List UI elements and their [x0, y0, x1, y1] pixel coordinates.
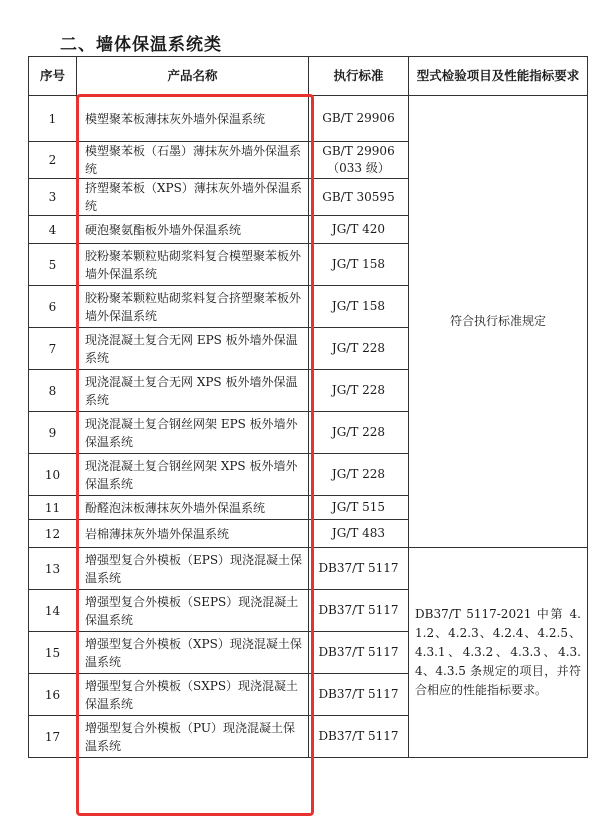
row-number: 4: [29, 216, 77, 244]
table-row: [29, 96, 588, 142]
standard-cell: JG/T 515: [309, 496, 409, 520]
row-number: 6: [29, 286, 77, 328]
product-name-cell: 模塑聚苯板（石墨）薄抹灰外墙外保温系统: [77, 142, 309, 179]
standard-cell: DB37/T 5117: [309, 548, 409, 590]
product-name-cell: 现浇混凝土复合钢丝网架 XPS 板外墙外保温系统: [77, 454, 309, 496]
product-name-cell: 酚醛泡沫板薄抹灰外墙外保温系统: [77, 496, 309, 520]
table-header-row: [29, 57, 588, 96]
row-number: 17: [29, 716, 77, 758]
header-requirement: 型式检验项目及性能指标要求: [409, 57, 588, 96]
row-number: 8: [29, 370, 77, 412]
product-name-cell: 胶粉聚苯颗粒贴砌浆料复合模塑聚苯板外墙外保温系统: [77, 244, 309, 286]
product-name-cell: 现浇混凝土复合无网 XPS 板外墙外保温系统: [77, 370, 309, 412]
standard-cell: GB/T 29906（033 级）: [309, 142, 409, 179]
section-heading: 二、墙体保温系统类: [60, 35, 222, 55]
product-name-cell: 模塑聚苯板薄抹灰外墙外保温系统: [77, 96, 309, 142]
product-name-cell: 现浇混凝土复合无网 EPS 板外墙外保温系统: [77, 328, 309, 370]
standard-cell: JG/T 228: [309, 370, 409, 412]
row-number: 12: [29, 520, 77, 548]
row-number: 3: [29, 179, 77, 216]
row-number: 14: [29, 590, 77, 632]
product-name-cell: 增强型复合外模板（EPS）现浇混凝土保温系统: [77, 548, 309, 590]
row-number: 5: [29, 244, 77, 286]
product-name-cell: 岩棉薄抹灰外墙外保温系统: [77, 520, 309, 548]
product-name-cell: 增强型复合外模板（XPS）现浇混凝土保温系统: [77, 632, 309, 674]
requirement-cell-general: 符合执行标准规定: [409, 96, 588, 548]
product-name-cell: 现浇混凝土复合钢丝网架 EPS 板外墙外保温系统: [77, 412, 309, 454]
row-number: 7: [29, 328, 77, 370]
row-number: 13: [29, 548, 77, 590]
product-name-cell: 增强型复合外模板（SEPS）现浇混凝土保温系统: [77, 590, 309, 632]
row-number: 9: [29, 412, 77, 454]
product-name-cell: 增强型复合外模板（PU）现浇混凝土保温系统: [77, 716, 309, 758]
header-product-name: 产品名称: [77, 57, 309, 96]
row-number: 15: [29, 632, 77, 674]
product-table: [28, 56, 588, 758]
product-name-cell: 增强型复合外模板（SXPS）现浇混凝土保温系统: [77, 674, 309, 716]
standard-cell: DB37/T 5117: [309, 674, 409, 716]
product-name-cell: 挤塑聚苯板（XPS）薄抹灰外墙外保温系统: [77, 179, 309, 216]
row-number: 16: [29, 674, 77, 716]
row-number: 10: [29, 454, 77, 496]
row-number: 1: [29, 96, 77, 142]
requirement-cell-db37: DB37/T 5117-2021 中第 4.1.2、4.2.3、4.2.4、4.2.5、4.3.1、4.3.2、4.3.3、4.3.4、4.3.5 条规定的项目，并符合相应的性能指标要求。: [409, 548, 588, 758]
standard-cell: JG/T 228: [309, 328, 409, 370]
standard-cell: JG/T 228: [309, 412, 409, 454]
standard-cell: JG/T 420: [309, 216, 409, 244]
standard-cell: GB/T 30595: [309, 179, 409, 216]
standard-cell: GB/T 29906: [309, 96, 409, 142]
product-name-cell: 胶粉聚苯颗粒贴砌浆料复合挤塑聚苯板外墙外保温系统: [77, 286, 309, 328]
standard-cell: JG/T 228: [309, 454, 409, 496]
standard-cell: JG/T 483: [309, 520, 409, 548]
standard-cell: DB37/T 5117: [309, 716, 409, 758]
product-name-cell: 硬泡聚氨酯板外墙外保温系统: [77, 216, 309, 244]
header-standard: 执行标准: [309, 57, 409, 96]
table-row: [29, 548, 588, 590]
standard-cell: JG/T 158: [309, 244, 409, 286]
row-number: 2: [29, 142, 77, 179]
table-body: [29, 96, 588, 758]
standard-cell: DB37/T 5117: [309, 632, 409, 674]
row-number: 11: [29, 496, 77, 520]
header-no: 序号: [29, 57, 77, 96]
standard-cell: DB37/T 5117: [309, 590, 409, 632]
standard-cell: JG/T 158: [309, 286, 409, 328]
